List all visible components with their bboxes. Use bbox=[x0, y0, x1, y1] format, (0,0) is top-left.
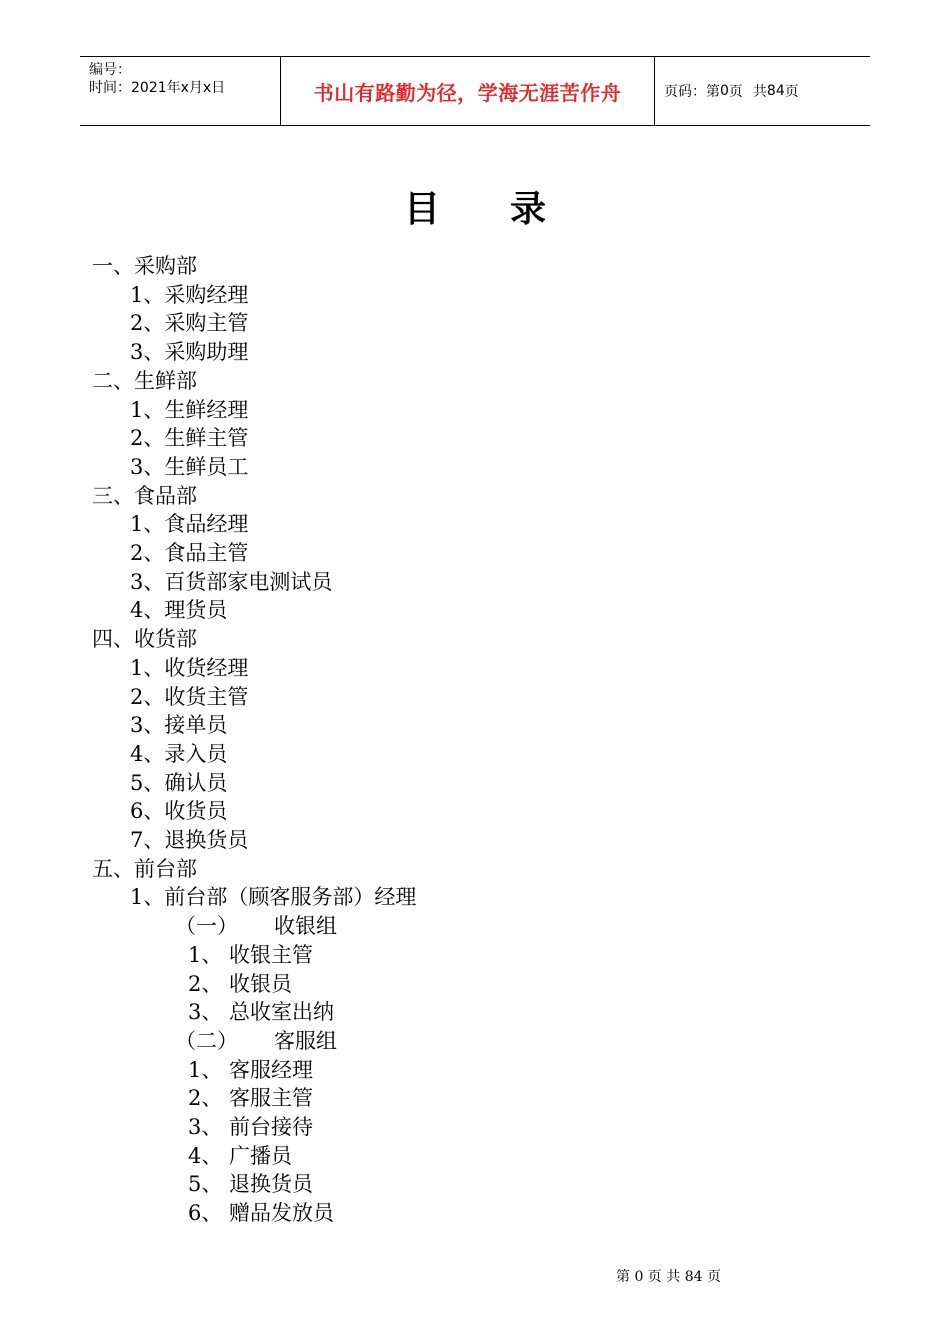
toc-entry[interactable]: 1、采购经理 bbox=[130, 282, 249, 307]
page-footer: 第 0 页 共 84 页 bbox=[616, 1269, 721, 1285]
header-page-info bbox=[655, 57, 870, 125]
toc-entry[interactable]: 1、生鲜经理 bbox=[130, 397, 249, 422]
toc-entry[interactable]: 1、收货经理 bbox=[130, 655, 249, 680]
toc-entry[interactable]: 3、百货部家电测试员 bbox=[130, 569, 333, 594]
toc-entry[interactable]: 3、 总收室出纳 bbox=[188, 1000, 335, 1025]
toc-entry[interactable]: 4、录入员 bbox=[130, 741, 228, 766]
toc-entry[interactable]: 6、 赠品发放员 bbox=[188, 1201, 335, 1226]
toc-entry[interactable]: 2、采购主管 bbox=[130, 311, 249, 336]
toc-entry[interactable]: 3、生鲜员工 bbox=[130, 454, 249, 479]
toc-entry[interactable]: 2、 客服主管 bbox=[188, 1086, 314, 1111]
toc-entry[interactable]: 1、食品经理 bbox=[130, 512, 249, 537]
document-number-label: 编号： bbox=[89, 62, 131, 78]
toc-entry[interactable]: 6、收货员 bbox=[130, 799, 228, 824]
toc-entry[interactable]: 1、 收银主管 bbox=[188, 942, 314, 967]
toc-entry[interactable]: 5、 退换货员 bbox=[188, 1172, 314, 1197]
toc-entry[interactable]: 四、收货部 bbox=[92, 627, 197, 652]
toc-entry[interactable]: 4、 广播员 bbox=[188, 1143, 293, 1168]
toc-entry[interactable]: 2、生鲜主管 bbox=[130, 426, 249, 451]
page-unit: 页 bbox=[728, 84, 743, 100]
toc-entry[interactable]: 3、采购助理 bbox=[130, 340, 249, 365]
toc-entry[interactable]: 3、接单员 bbox=[130, 713, 228, 738]
toc-entry[interactable] bbox=[175, 1027, 337, 1055]
title-char-1: 目 bbox=[403, 189, 440, 230]
toc-entry[interactable]: 5、确认员 bbox=[130, 770, 228, 795]
toc-entry[interactable]: 7、退换货员 bbox=[130, 828, 249, 852]
toc-entry[interactable]: 2、食品主管 bbox=[130, 541, 249, 565]
header-meta-cell bbox=[80, 57, 281, 125]
toc-group-label: 客服组 bbox=[274, 1028, 337, 1053]
total-pages: 84 bbox=[766, 83, 785, 99]
toc-entry[interactable]: 五、前台部 bbox=[92, 856, 197, 881]
toc-entry[interactable]: 一、采购部 bbox=[92, 254, 197, 278]
toc-entry[interactable]: 2、 收银员 bbox=[188, 971, 293, 996]
page-number: 0 bbox=[720, 83, 729, 99]
total-unit: 页 bbox=[784, 84, 799, 100]
toc-entry[interactable]: 1、 客服经理 bbox=[188, 1057, 314, 1082]
page-title bbox=[0, 188, 950, 232]
page-header bbox=[80, 56, 870, 126]
title-char-2: 录 bbox=[510, 189, 547, 230]
toc-entry[interactable]: 2、收货主管 bbox=[130, 684, 249, 709]
toc-entry[interactable]: 二、生鲜部 bbox=[92, 368, 197, 393]
toc-entry[interactable]: 4、理货员 bbox=[130, 598, 228, 623]
page-label: 页码：第 bbox=[664, 84, 720, 100]
toc-group-label: 收银组 bbox=[274, 914, 337, 939]
toc-group-number: （一） bbox=[175, 914, 238, 939]
toc-entry[interactable] bbox=[175, 912, 337, 940]
header-motto: 书山有路勤为径，学海无涯苦作舟 bbox=[281, 57, 655, 125]
toc-entry[interactable]: 3、 前台接待 bbox=[188, 1115, 314, 1139]
toc-group-number: （二） bbox=[175, 1028, 238, 1053]
total-label: 共 bbox=[752, 84, 767, 100]
document-time-label: 时间：2021年x月x日 bbox=[89, 80, 226, 96]
toc-entry[interactable]: 1、前台部（顾客服务部）经理 bbox=[130, 885, 417, 910]
toc-entry[interactable]: 三、食品部 bbox=[92, 483, 197, 508]
